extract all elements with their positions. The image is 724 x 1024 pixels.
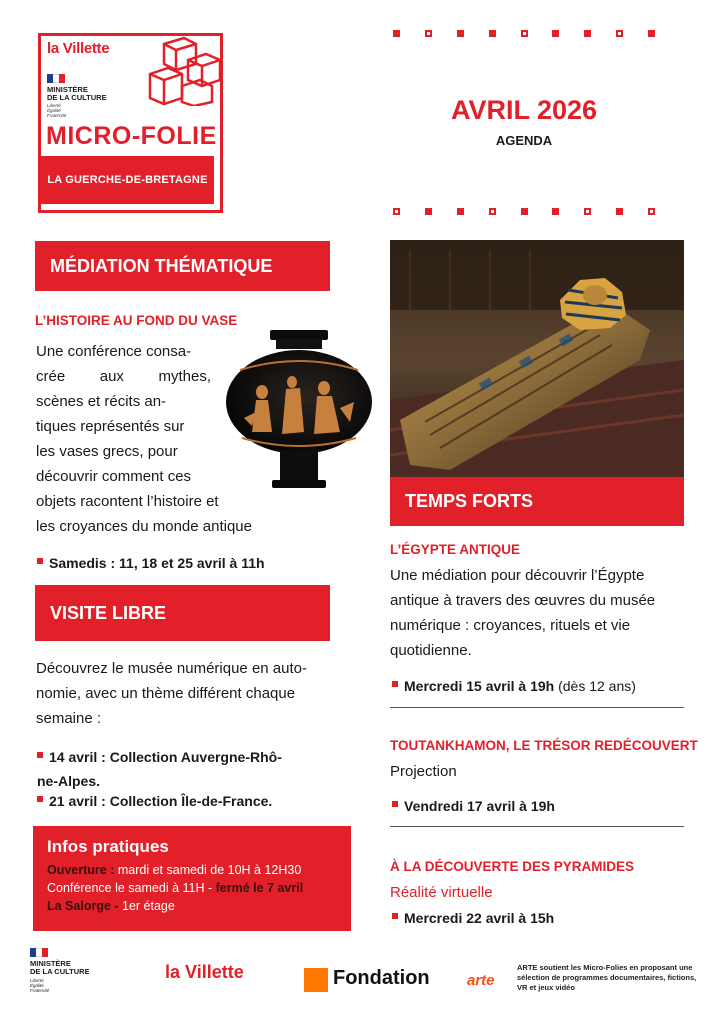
agenda-label: AGENDA [495,133,553,148]
lavillette-logo [47,40,109,57]
infos-title: Infos pratiques [47,837,169,856]
french-flag-icon [47,74,65,83]
event-title-pyramides: À LA DÉCOUVERTE DES PYRAMIDES [390,859,635,874]
mediation-description: Une conférence consa- crée aux mythes, scènes et récits an- tiques représentés sur les vases grecs, pour découvrir comment ces objets racontent l’histoire et les croyances du monde antique [36,343,252,535]
event-title-egypte: L’ÉGYPTE ANTIQUE [390,542,521,557]
bullet-icon [37,752,43,758]
mediation-date: Samedis : 11, 18 et 25 avril à 11h [37,555,265,571]
event-type-toutankhamon: Projection [390,763,457,780]
ministere-label: MINISTÈRE DE LA CULTURE [47,85,107,102]
infos-lieu: La Salorge - 1er étage [47,899,175,913]
devise: Liberté Égalité Fraternité [47,103,67,118]
lavillette-logo-text: la Villette [47,40,110,57]
footer-ministere-logo: MINISTÈRE DE LA CULTURE Liberté Égalité Fraternité [30,948,90,993]
divider [390,707,684,708]
arte-sponsor-text: ARTE soutient les Micro-Folies en proposant une sélection de programmes documentaires, fictions, VR et jeux vidéo [517,963,697,992]
temps-forts-banner: TEMPS FORTS [390,477,684,526]
event-date-toutankhamon: Vendredi 17 avril à 19h [392,798,555,814]
bullet-icon [392,801,398,807]
bullet-icon [37,558,43,564]
mediation-subtitle: L’HISTOIRE AU FOND DU VASE [35,313,238,328]
event-type-pyramides: Réalité virtuelle [390,884,493,901]
event-title-toutankhamon: TOUTANKHAMON, LE TRÉSOR REDÉCOUVERT [390,738,698,753]
orange-logo-icon [304,968,328,992]
visite-banner: VISITE LIBRE [35,585,330,641]
visite-date-1: 14 avril : Collection Auvergne-Rhô- ne-Alpes. [37,749,282,789]
infos-conference: Conférence le samedi à 11H - fermé le 7 avril [47,881,304,895]
micro-folie-title: MICRO-FOLIE [46,122,217,150]
month-title: AVRIL 2026 [450,95,598,125]
bullet-icon [37,796,43,802]
footer-lavillette-logo: la Villette [165,962,244,982]
event-description-egypte: Une médiation pour découvrir l’Égypte antique à travers des œuvres du musée numérique : croyances, rituels et vie quotidienne. [390,567,656,659]
bullet-icon [392,681,398,687]
micro-folie-logo [38,33,223,213]
decorative-dots-top [393,29,655,37]
divider [390,826,684,827]
visite-description: Découvrez le musée numérique en auto- nomie, avec un thème différent chaque semaine : [36,660,307,727]
visite-date-2: 21 avril : Collection Île-de-France. [37,793,272,809]
french-flag-icon [30,948,48,957]
arte-logo: arte [467,972,495,989]
infos-ouverture: Ouverture : mardi et samedi de 10H à 12H30 [47,863,302,877]
event-date-pyramides: Mercredi 22 avril à 15h [392,910,554,926]
bullet-icon [392,913,398,919]
cubes-icon [144,36,224,106]
fondation-logo: Fondation [333,967,430,989]
decorative-dots-bottom [393,207,655,215]
greek-vase-image [222,322,372,497]
event-date-egypte: Mercredi 15 avril à 19h (dès 12 ans) [392,678,636,694]
egyptian-sarcophagus-image [390,240,684,477]
town-label: LA GUERCHE-DE-BRETAGNE [41,156,214,204]
infos-pratiques-box [33,826,351,931]
mediation-banner: MÉDIATION THÉMATIQUE [35,241,330,291]
